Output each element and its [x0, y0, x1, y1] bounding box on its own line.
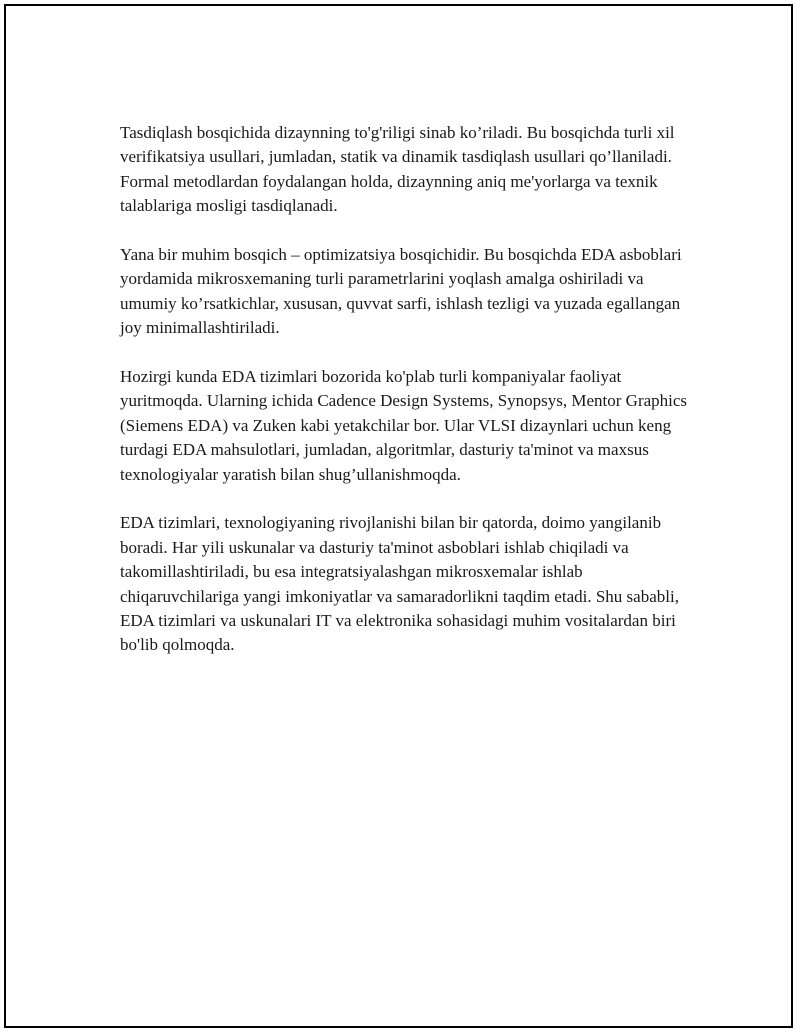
paragraph-development: EDA tizimlari, texnologiyaning rivojlanishi bilan bir qatorda, doimo yangilanib boradi. Har yili uskunalar va dasturiy ta'minot asboblari ishlab chiqiladi va takomillashtiriladi, bu esa integratsiyalashgan mikrosxemalar ishlab chiqaruvchilariga yangi imkoniyatlar va samaradorlikni taqdim etadi. Shu sababli, EDA tizimlari va uskunalari IT va elektronika sohasidagi muhim vositalardan biri bo'lib qolmoqda. [120, 513, 679, 655]
document-page [4, 4, 793, 1028]
paragraph-optimization: Yana bir muhim bosqich – optimizatsiya bosqichidir. Bu bosqichda EDA asboblari yordamida mikrosxemaning turli parametrlarini yoqlash amalga oshiriladi va umumiy ko’rsatkichlar, xususan, quvvat sarfi, ishlash tezligi va yuzada egallangan joy minimallashtiriladi. [120, 245, 682, 338]
paragraph-verification: Tasdiqlash bosqichida dizaynning to'g'riligi sinab ko’riladi. Bu bosqichda turli xil verifikatsiya usullari, jumladan, statik va dinamik tasdiqlash usullari qo’llaniladi. Formal metodlardan foydalangan holda, dizaynning aniq me'yorlarga va texnik talablariga mosligi tasdiqlanadi. [120, 123, 675, 216]
paragraph-market: Hozirgi kunda EDA tizimlari bozorida ko'plab turli kompaniyalar faoliyat yuritmoqda. Ularning ichida Cadence Design Systems, Synopsys, Mentor Graphics (Siemens EDA) va Zuken kabi yetakchilar bor. Ular VLSI dizaynlari uchun keng turdagi EDA mahsulotlari, jumladan, algoritmlar, dasturiy ta'minot va maxsus texnologiyalar yaratish bilan shug’ullanishmoqda. [120, 367, 688, 484]
document-body [120, 121, 694, 682]
